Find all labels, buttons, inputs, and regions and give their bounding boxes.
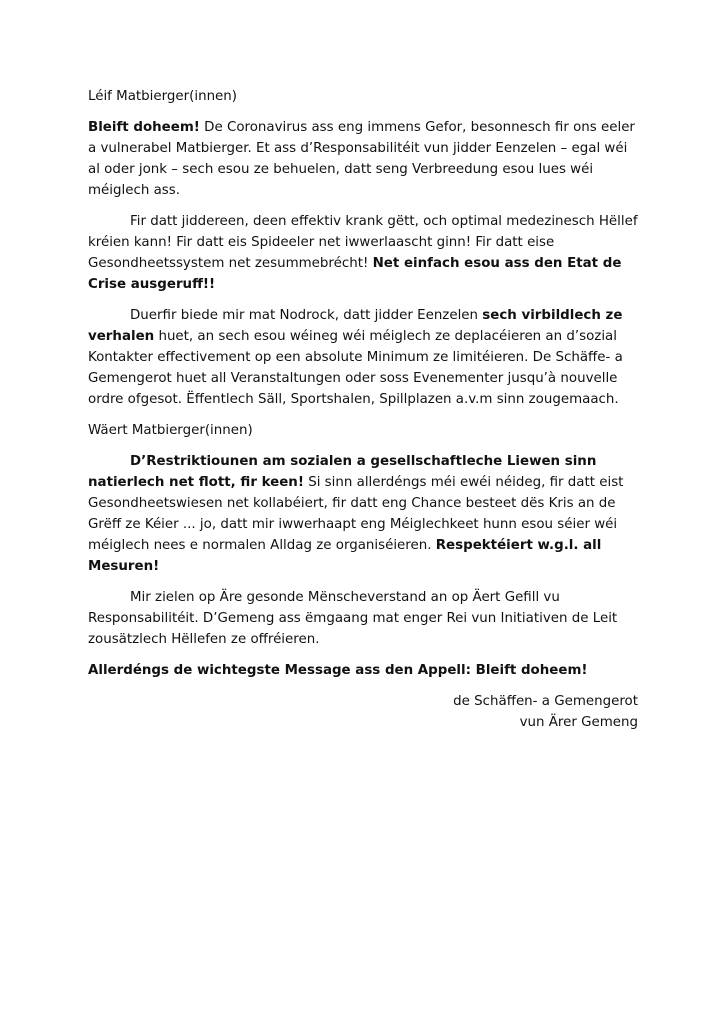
signature-line-1: de Schäffen- a Gemengerot [453, 694, 638, 709]
paragraph-2-run: Fir datt jiddereen, deen effektiv krank gëtt, och optimal medezinesch Hëllef kréien kann! Fir datt eis Spideeler net iwwerlaascht ginn! Fir datt eise Gesondheetssystem net zesummebrécht! [88, 214, 638, 271]
paragraph-5 [88, 587, 638, 650]
greeting-2: Wäert Matbierger(innen) [88, 423, 253, 438]
paragraph-1-run: Bleift doheem! [88, 120, 200, 135]
signature-line-2: vun Ärer Gemeng [519, 715, 638, 730]
paragraph-3-run: sech virbildlech ze verhalen [88, 308, 623, 344]
greeting-1: Léif Matbierger(innen) [88, 89, 238, 104]
letter-page [88, 86, 638, 733]
closing-appeal: Allerdéngs de wichtegste Message ass den Appell: Bleift doheem! [88, 663, 588, 678]
paragraph-1-run: De Coronavirus ass eng immens Gefor, besonnesch fir ons eeler a vulnerabel Matbierger. Et ass d’Responsabilitéit vun jidder Eenzelen – egal wéi al oder jonk – sech esou ze behuelen, datt seng Verbreedung esou lues wéi méiglech ass. [88, 120, 635, 198]
paragraph-4-run: Si sinn allerdéngs méi ewéi néideg, fir datt eist Gesondheetswiesen net kollabéiert, fir datt eng Chance besteet dës Kris an de Grëff ze Kéier ... jo, datt mir iwwerhaapt eng Méiglechkeet hunn esou séier wéi méiglech nees e normalen Alldag ze organiséieren. [88, 475, 624, 553]
paragraph-2 [88, 211, 638, 295]
signature-block [88, 691, 638, 733]
paragraph-5-run: Mir zielen op Äre gesonde Mënscheverstand an op Äert Gefill vu Responsabilitéit. D’Gemeng ass ëmgaang mat enger Rei vun Initiativen de Leit zousätzlech Hëllefen ze offréieren. [88, 590, 618, 647]
paragraph-4-run: Respektéiert w.g.l. all Mesuren! [88, 538, 602, 574]
paragraph-1 [88, 117, 638, 201]
paragraph-2-run: Net einfach esou ass den Etat de Crise ausgeruff!! [88, 256, 622, 292]
paragraph-4-run: D’Restriktiounen am sozialen a gesellschaftleche Liewen sinn natierlech net flott, fir keen! [88, 454, 597, 490]
paragraph-3-run: huet, an sech esou wéineg wéi méiglech ze deplacéieren an d’sozial Kontakter effectivement op een absolute Minimum ze limitéieren. De Schäffe- a Gemengerot huet all Veranstaltungen oder soss Evenementer jusqu’à nouvelle ordre ofgesot. Ëffentlech Säll, Sportshalen, Spillplazen a.v.m sinn zougemaach. [88, 329, 623, 407]
paragraph-4 [88, 451, 638, 577]
paragraph-3 [88, 305, 638, 410]
paragraph-3-run: Duerfir biede mir mat Nodrock, datt jidder Eenzelen [130, 308, 483, 323]
